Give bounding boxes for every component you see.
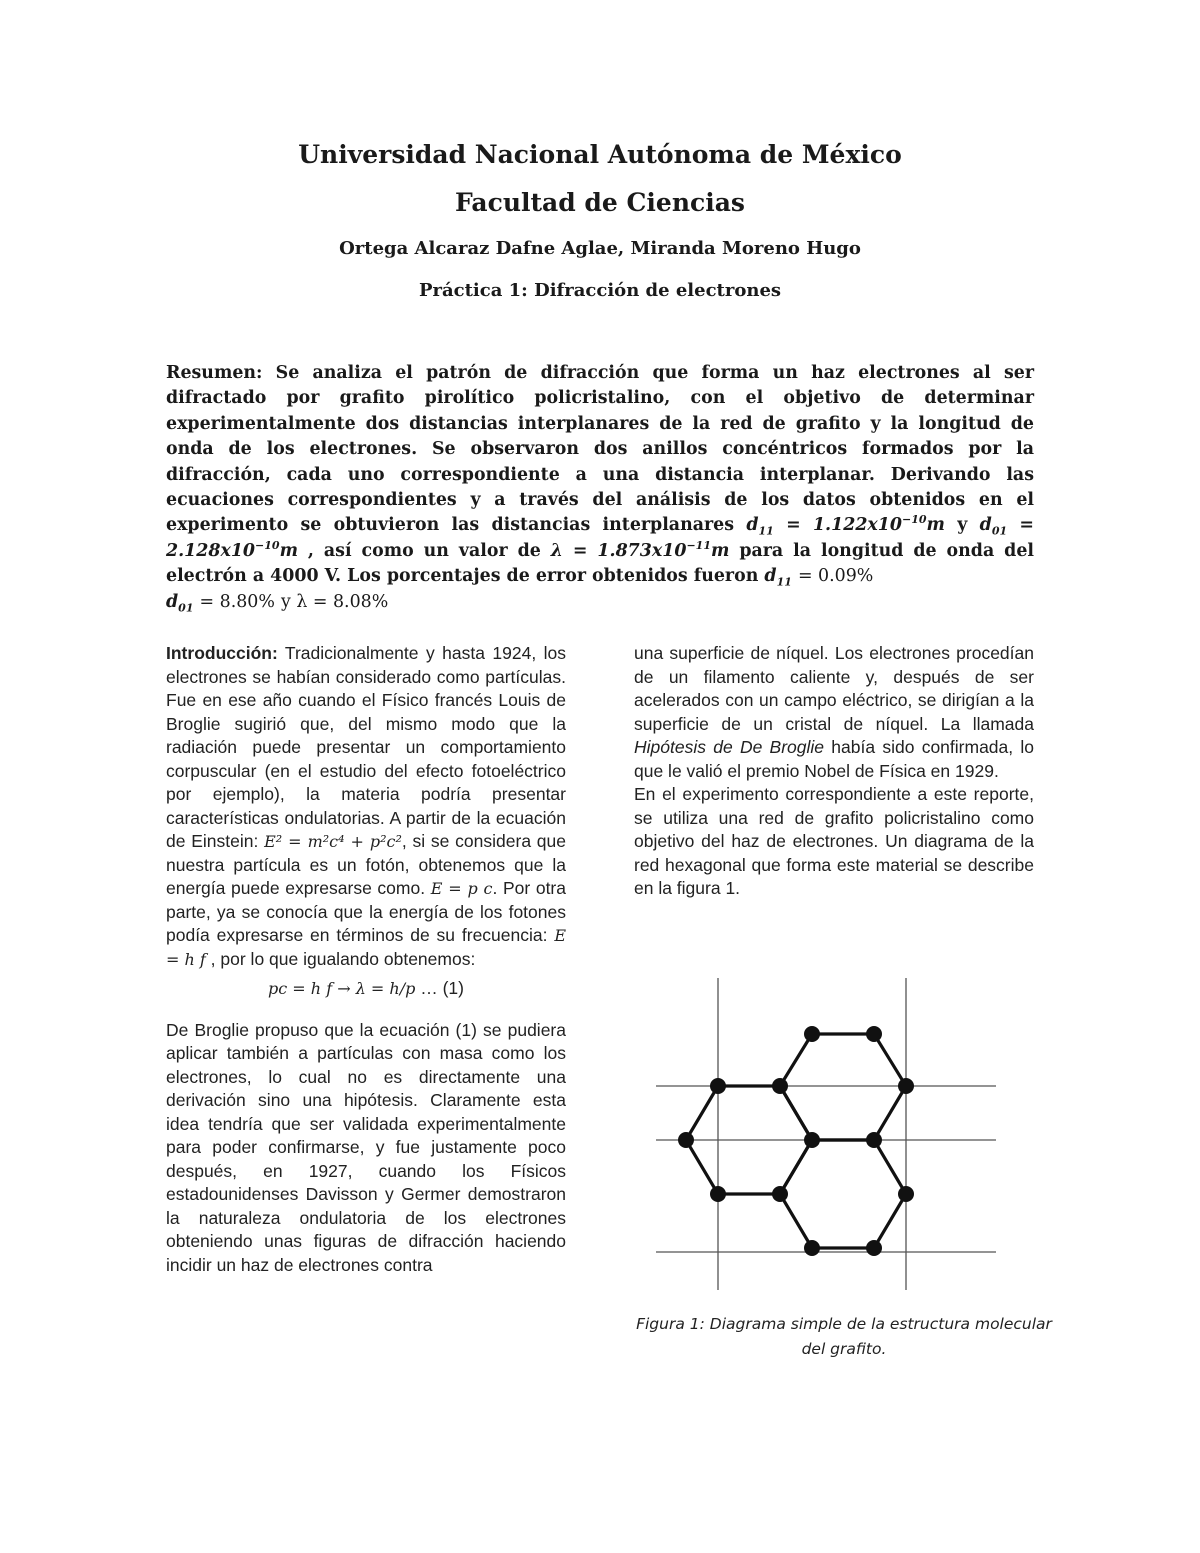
d11-value: = $1.122x10^{-10}m$	[786, 513, 945, 536]
atom	[866, 1240, 882, 1256]
d11-error-symbol: $d_{11}$	[764, 566, 792, 589]
university-title: Universidad Nacional Autónoma de México	[298, 140, 902, 169]
right-paragraph-1: una superficie de níquel. Los electrones procedían de un filamento caliente y, después de ser acelerados con un campo eléctrico, se dirigían a la superficie de un cristal de níquel. La llamada Hipótesis de De Broglie había sido confirmada, lo que le valió el premio Nobel de Física en 1929.	[634, 643, 1034, 781]
abstract-text-1: Se analiza el patrón de difracción que forma un haz electrones al ser difractado por grafito pirolítico policristalino, con el objetivo de determinar experimentalmente dos distancias interplanares de la red de grafito y la longitud de onda de los electrones. Se observaron dos anillos concéntricos formados por la difracción, cada uno correspondiente a una distancia interplanar. Derivando las ecuaciones correspondientes y a través del análisis de los datos obtenidos en el experimento se obtuvieron las distancias interplanares	[166, 363, 1034, 536]
right-column	[634, 642, 1034, 901]
intro-label: Introducción:	[166, 643, 278, 663]
abstract-and: y	[944, 515, 980, 536]
atom	[772, 1186, 788, 1202]
atom	[710, 1186, 726, 1202]
atom	[710, 1078, 726, 1094]
atom	[866, 1132, 882, 1148]
lambda-value: $\lambda = 1.873x10^{-11}m$	[550, 539, 730, 561]
d01-error-symbol: $d_{01}$	[166, 591, 194, 615]
right-paragraph-2: En el experimento correspondiente a este reporte, se utiliza una red de grafito policristalino como objetivo del haz de electrones. Un diagrama de la red hexagonal que forma este material se describe en la figura 1.	[634, 784, 1034, 898]
abstract-label: Resumen:	[166, 363, 263, 383]
d11-error: = 0.09%	[797, 566, 874, 587]
atom	[772, 1078, 788, 1094]
abstract-text-2: , así como un valor de	[297, 540, 551, 561]
grid-lines	[656, 978, 996, 1290]
d11-symbol: $d_{11}$	[746, 515, 774, 538]
authors: Ortega Alcaraz Dafne Aglae, Miranda Moreno Hugo	[339, 238, 861, 259]
atom	[898, 1186, 914, 1202]
lambda-error: y λ = 8.08%	[280, 591, 389, 612]
figure-caption: Figura 1: Diagrama simple de la estructura molecular del grafito.	[636, 1315, 1052, 1358]
d01-symbol: $d_{01}$	[979, 515, 1008, 538]
abstract	[166, 361, 1034, 615]
atom	[804, 1026, 820, 1042]
intro-paragraph-2: De Broglie propuso que la ecuación (1) se pudiera aplicar también a partículas con masa como los electrones, lo cual no es directamente una derivación sino una hipótesis. Claramente esta idea tendría que ser validada experimentalmente para poder confirmarse, y fue justamente poco después, en 1927, cuando los Físicos estadounidenses Davisson y Germer demostraron la naturaleza ondulatoria de los electrones obteniendo unas figuras de difracción haciendo incidir un haz de electrones contra	[166, 1019, 566, 1275]
practice-title: Práctica 1: Difracción de electrones	[418, 280, 782, 301]
d01-value: = $2.128x10^{-10}m$	[166, 515, 1034, 561]
energy-frequency-equation: E = h f	[166, 926, 566, 969]
energy-momentum-equation: E = p c	[430, 879, 493, 898]
faculty-title: Facultad de Ciencias	[455, 188, 745, 217]
atom	[898, 1078, 914, 1094]
intro-paragraph-1: Introducción: Tradicionalmente y hasta 1924, los electrones se habían considerado como partículas. Fue en ese año cuando el Físico francés Louis de Broglie sugirió que, del mismo modo que la radiación puede presentar un comportamiento corpuscular (en el estudio del efecto fotoeléctrico por ejemplo), la materia podría presentar características ondulatorias. A partir de la ecuación de Einstein: E² = m²c⁴ + p²c², si se considera que nuestra partícula es un fotón, obtenemos que la energía puede expresarse como. E = p c. Por otra parte, ya se conocía que la energía de los fotones podía expresarse en términos de su frecuencia: E = h f , por lo que igualando obtenemos:	[166, 643, 566, 969]
left-column	[166, 642, 566, 1277]
d01-error: = 8.80%	[199, 591, 275, 612]
abstract-text-3: para la longitud de onda del electrón a 4000 V. Los porcentajes de error obtenidos fueron	[166, 540, 1034, 587]
hexagon-right	[780, 1140, 906, 1248]
hexagon-top	[780, 1034, 906, 1140]
atom	[804, 1240, 820, 1256]
equation-1: pc = h f → λ = h/p … (1)	[268, 978, 464, 998]
atom	[804, 1132, 820, 1148]
atom	[678, 1132, 694, 1148]
graphite-lattice-diagram	[652, 950, 1024, 1302]
hypothesis-name: Hipótesis de De Broglie	[634, 737, 825, 757]
atom	[866, 1026, 882, 1042]
einstein-equation: E² = m²c⁴ + p²c²	[264, 832, 402, 851]
